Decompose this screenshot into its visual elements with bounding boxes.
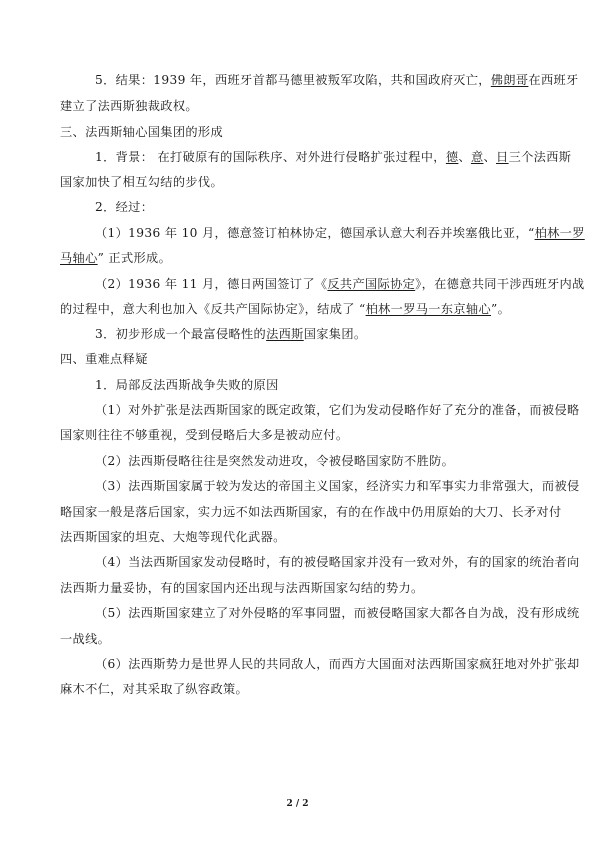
text-line (60, 428, 348, 442)
text-segment: 、 (483, 150, 497, 164)
text-line (95, 150, 571, 164)
text-line (95, 277, 585, 291)
text-line (60, 352, 148, 366)
text-line (60, 581, 424, 595)
underlined-term: 佛朗哥 (490, 73, 529, 87)
text-segment: 的过程中，意大利也加入《反共产国际协定》，结成了 “ (60, 302, 366, 316)
text-line (95, 454, 454, 468)
text-segment: ”。 (490, 302, 511, 316)
text-segment: 1．背景： 在打破原有的国际秩序、对外进行侵略扩张过程中， (95, 150, 446, 164)
text-segment: （2）法西斯侵略往往是突然发动进攻，令被侵略国家防不胜防。 (95, 454, 455, 468)
text-segment: 5．结果：1939 年，西班牙首都马德里被叛军攻陷，共和国政府灭亡， (95, 73, 491, 87)
text-segment: 建立了法西斯独裁政权。 (60, 99, 198, 113)
underlined-term: 马轴心 (60, 251, 98, 265)
text-segment: 2．经过： (95, 200, 154, 214)
text-segment: 麻木不仁，对其采取了纵容政策。 (60, 682, 249, 696)
text-line (60, 505, 562, 519)
text-segment: （5）法西斯国家建立了对外侵略的军事同盟，而被侵略国家大都各自为战，没有形成统 (95, 606, 580, 620)
text-segment: 四、重难点释疑 (60, 352, 148, 366)
underlined-term: 法西斯 (266, 327, 304, 341)
text-line (60, 251, 171, 265)
text-line (95, 378, 279, 392)
text-line (95, 555, 580, 569)
page-number: 2 / 2 (286, 799, 309, 809)
text-segment: 三、法西斯轴心国集团的形成 (60, 125, 223, 139)
text-line (95, 606, 580, 620)
text-line (60, 99, 198, 113)
text-line (95, 403, 580, 417)
text-segment: 、 (458, 150, 471, 164)
text-segment: 国家集团。 (303, 327, 367, 341)
text-segment: 三个法西斯 (508, 150, 572, 164)
text-line (95, 73, 579, 87)
text-segment: ” 正式形成。 (97, 251, 172, 265)
text-line (60, 632, 110, 646)
text-segment: 3．初步形成一个最富侵略性的 (95, 327, 267, 341)
text-segment: 一战线。 (60, 632, 111, 646)
text-segment: （6）法西斯势力是世界人民的共同敌人，而西方大国面对法西斯国家疯狂地对外扩张却 (95, 657, 580, 671)
text-segment: 1．局部反法西斯战争失败的原因 (95, 378, 279, 392)
underlined-term: 日 (496, 150, 509, 164)
text-segment: （4）当法西斯国家发动侵略时，有的被侵略国家并没有一致对外，有的国家的统治者向 (95, 555, 580, 569)
text-line (95, 200, 153, 214)
text-segment: （3）法西斯国家属于较为发达的帝国主义国家，经济实力和军事实力非常强大，而被侵 (95, 479, 580, 493)
text-segment: （1）1936 年 10 月，德意签订柏林协定，德国承认意大利吞并埃塞俄比亚，“ (95, 226, 535, 240)
text-segment: 》，在德意共同干涉西班牙内战 (415, 277, 585, 291)
text-segment: 略国家一般是落后国家，实力远不如法西斯国家，有的在作战中仍用原始的大刀、长矛对付 (60, 505, 562, 519)
underlined-term: 反共产国际协定 (327, 277, 416, 291)
underlined-term: 柏林一罗马一东京轴心 (365, 302, 491, 316)
text-segment: 国家加快了相互勾结的步伐。 (60, 175, 223, 189)
text-segment: 法西斯国家的坦克、大炮等现代化武器。 (60, 530, 286, 544)
text-line (95, 657, 580, 671)
text-segment: （2）1936 年 11 月，德日两国签订了《 (95, 277, 328, 291)
text-line (95, 479, 580, 493)
text-segment: （1）对外扩张是法西斯国家的既定政策，它们为发动侵略作好了充分的准备，而被侵略 (95, 403, 580, 417)
underlined-term: 德 (445, 150, 459, 164)
text-line (60, 302, 510, 316)
text-segment: 在西班牙 (528, 73, 579, 87)
text-line (95, 226, 585, 240)
underlined-term: 意 (470, 150, 484, 164)
text-line (95, 327, 366, 341)
text-segment: 法西斯力量妥协，有的国家国内还出现与法西斯国家勾结的势力。 (60, 581, 424, 595)
text-line (60, 530, 286, 544)
underlined-term: 柏林一罗 (534, 226, 585, 240)
text-line (60, 125, 223, 139)
text-line (60, 682, 248, 696)
text-line (60, 175, 223, 189)
text-segment: 国家则往往不够重视，受到侵略后大多是被动应付。 (60, 428, 349, 442)
